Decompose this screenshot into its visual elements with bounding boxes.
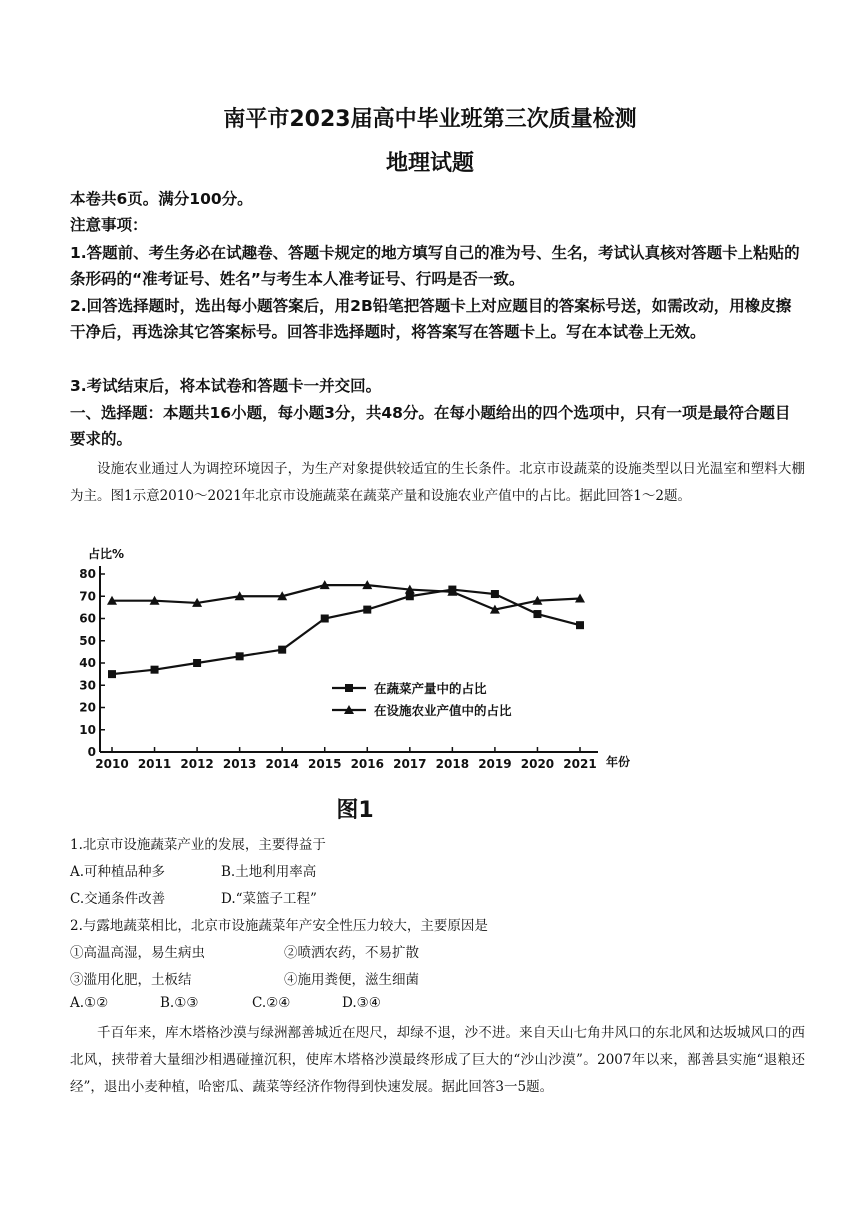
y-tick-label: 80 (79, 567, 96, 581)
data-point-square (321, 615, 329, 623)
notes-heading: 注意事项： (70, 216, 148, 234)
data-point-square (108, 670, 116, 678)
q1-option-d[interactable]: D.“菜篮子工程” (221, 891, 317, 907)
figure-1-line-chart (70, 540, 650, 780)
q1-option-a[interactable]: A.可种植品种多 (70, 864, 166, 880)
x-tick-label: 2017 (393, 757, 427, 771)
question-1-stem: 1.北京市设施蔬菜产业的发展，主要得益于 (70, 837, 326, 853)
q1-option-b[interactable]: B.土地利用率高 (221, 864, 317, 880)
q2-option-a[interactable]: A.①② (70, 995, 109, 1011)
series-line-2 (112, 585, 580, 609)
q2-statement-1: ①高温高湿，易生病虫 (70, 945, 205, 961)
x-tick-label: 2020 (520, 757, 555, 771)
exam-title: 南平市2023届高中毕业班第三次质量检测 (223, 107, 637, 132)
data-point-square (533, 610, 541, 618)
note-3: 3.考试结束后，将本试卷和答题卡一并交回。 (70, 377, 382, 395)
note-2: 2.回答选择题时，选出每小题答案后，用2B铅笔把答题卡上对应题目的答案标号送，如需改动，用橡皮擦干净后，再选涂其它答案标号。回答非选择题时，将答案写在答题卡上。写在本试卷上无效。 (70, 297, 792, 341)
data-point-square (151, 666, 159, 674)
x-tick-label: 2014 (265, 757, 299, 771)
x-tick-label: 2010 (95, 757, 129, 771)
x-tick-label: 2013 (222, 757, 257, 771)
y-tick-label: 10 (79, 722, 96, 737)
passage-1: 设施农业通过人为调控环境因子，为生产对象提供较适宜的生长条件。北京市设蔬菜的设施类型以日光温室和塑料大棚为主。图1示意2010～2021年北京市设施蔬菜在蔬菜产量和设施农业产值中的占比。据此回答1～2题。 (70, 461, 805, 504)
y-axis-label: 占比% (88, 547, 125, 561)
data-point-square (236, 652, 244, 660)
y-tick-label: 40 (79, 656, 96, 670)
question-2-stem: 2.与露地蔬菜相比，北京市设施蔬菜年产安全性压力较大，主要原因是 (70, 918, 488, 934)
data-point-square (278, 646, 286, 654)
x-tick-label: 2011 (137, 757, 172, 771)
x-tick-label: 2012 (180, 757, 214, 771)
data-point-square (193, 659, 201, 667)
section-1-heading: 一、选择题：本题共16小题，每小题3分，共48分。在每小题给出的四个选项中，只有一项是最符合题目要求的。 (70, 404, 791, 448)
x-tick-label: 2015 (308, 757, 342, 771)
legend-label: 在蔬菜产量中的占比 (374, 681, 487, 696)
data-point-square (491, 590, 499, 598)
q1-option-c[interactable]: C.交通条件改善 (70, 891, 166, 907)
q2-option-d[interactable]: D.③④ (342, 995, 381, 1011)
x-tick-label: 2018 (435, 757, 470, 771)
y-tick-label: 30 (79, 678, 96, 693)
x-tick-label: 2016 (350, 757, 384, 771)
legend-marker-square (345, 684, 353, 692)
q2-statement-3: ③滥用化肥，土板结 (70, 972, 192, 988)
x-axis-label: 年份 (606, 755, 631, 769)
data-point-square (576, 621, 584, 629)
exam-subject: 地理试题 (385, 151, 474, 176)
exam-info: 本卷共6页。满分100分。 (70, 190, 253, 208)
y-tick-label: 20 (79, 700, 96, 715)
q2-statement-4: ④施用粪便，滋生细菌 (284, 972, 419, 988)
passage-2: 千百年来，库木塔格沙漠与绿洲鄯善城近在咫尺，却绿不退，沙不进。来自天山七角井风口的东北风和达坂城风口的西北风，挟带着大量细沙相遇碰撞沉积，使库木塔格沙漠最终形成了巨大的“沙山沙漠”。2007年以来，鄯善县实施“退粮还经”，退出小麦种植，哈密瓜、蔬菜等经济作物得到快速发展。据此回答3一5题。 (70, 1025, 805, 1095)
q2-option-c[interactable]: C.②④ (252, 995, 291, 1011)
figure-caption: 图1 (336, 798, 374, 823)
x-tick-label: 2021 (563, 757, 597, 771)
data-point-square (363, 606, 371, 614)
y-tick-label: 0 (87, 745, 96, 759)
y-tick-label: 70 (79, 589, 96, 604)
q2-option-b[interactable]: B.①③ (160, 995, 199, 1011)
note-1: 1.答题前、考生务必在试趣卷、答题卡规定的地方填写自己的准为号、生名，考试认真核对答题卡上粘贴的条形码的“准考证号、姓名”与考生本人准考证号、行吗是否一致。 (70, 244, 800, 288)
y-tick-label: 50 (79, 633, 96, 648)
q2-statement-2: ②喷洒农药，不易扩散 (284, 945, 419, 961)
y-tick-label: 60 (79, 611, 96, 626)
x-tick-label: 2019 (478, 757, 512, 771)
legend-label: 在设施农业产值中的占比 (374, 703, 512, 718)
